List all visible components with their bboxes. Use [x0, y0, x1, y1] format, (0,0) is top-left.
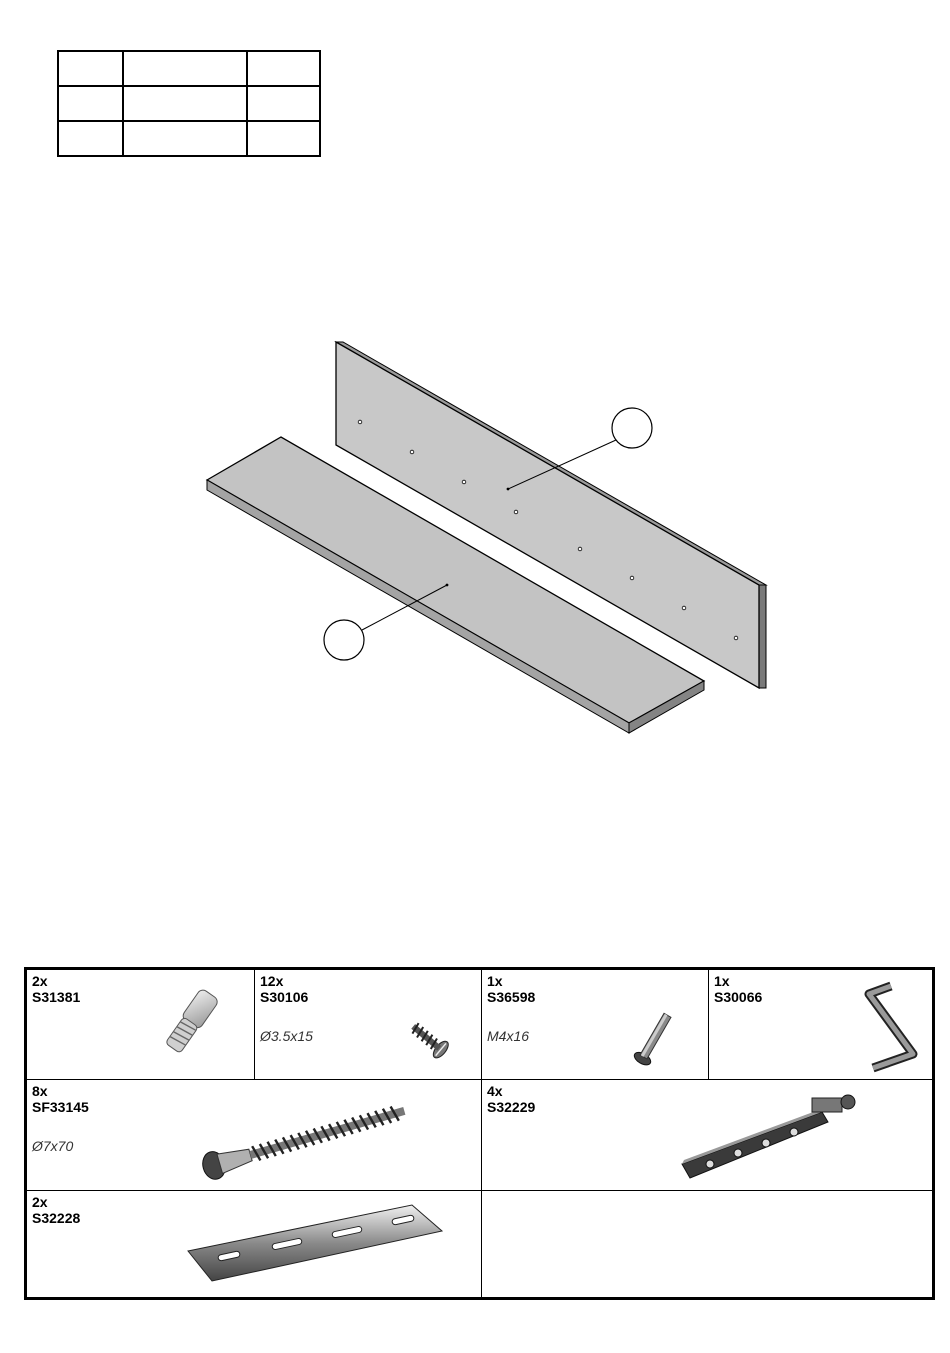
- hardware-item: [27, 1080, 481, 1190]
- screw-icon: [397, 1008, 457, 1068]
- item-quantity: 4x: [487, 1083, 503, 1099]
- item-code: S32228: [32, 1210, 81, 1226]
- hardware-item: [481, 970, 708, 1079]
- allen-key-icon: [847, 976, 927, 1076]
- item-quantity: 8x: [32, 1083, 48, 1099]
- hardware-item: [708, 970, 932, 1079]
- item-quantity: 1x: [714, 973, 730, 989]
- item-dimension: M4x16: [487, 1028, 530, 1044]
- item-code: SF33145: [32, 1099, 89, 1115]
- bolt-icon: [620, 1002, 690, 1072]
- item-code: S31381: [32, 989, 81, 1005]
- hardware-row: [27, 1191, 932, 1297]
- item-dimension: Ø7x70: [32, 1138, 74, 1154]
- hardware-item: [27, 1191, 481, 1297]
- item-code: S32229: [487, 1099, 536, 1115]
- hardware-row: [27, 970, 932, 1080]
- item-code: S30106: [260, 989, 309, 1005]
- hardware-list: [24, 967, 935, 1300]
- hardware-row: [27, 1080, 932, 1191]
- item-quantity: 2x: [32, 1194, 48, 1210]
- empty-cell: [481, 1191, 932, 1297]
- hardware-item: [481, 1080, 932, 1190]
- item-quantity: 2x: [32, 973, 48, 989]
- item-quantity: 12x: [260, 973, 284, 989]
- confirmat-screw-icon: [187, 1090, 417, 1180]
- item-code: S36598: [487, 989, 536, 1005]
- connector-plate-icon: [182, 1197, 452, 1287]
- item-code: S30066: [714, 989, 763, 1005]
- item-dimension: Ø3.5x15: [260, 1028, 313, 1044]
- hardware-item: [27, 970, 254, 1079]
- hardware-item: [254, 970, 481, 1079]
- dowel-icon: [151, 982, 231, 1062]
- shelf-bracket-icon: [672, 1086, 862, 1186]
- item-quantity: 1x: [487, 973, 503, 989]
